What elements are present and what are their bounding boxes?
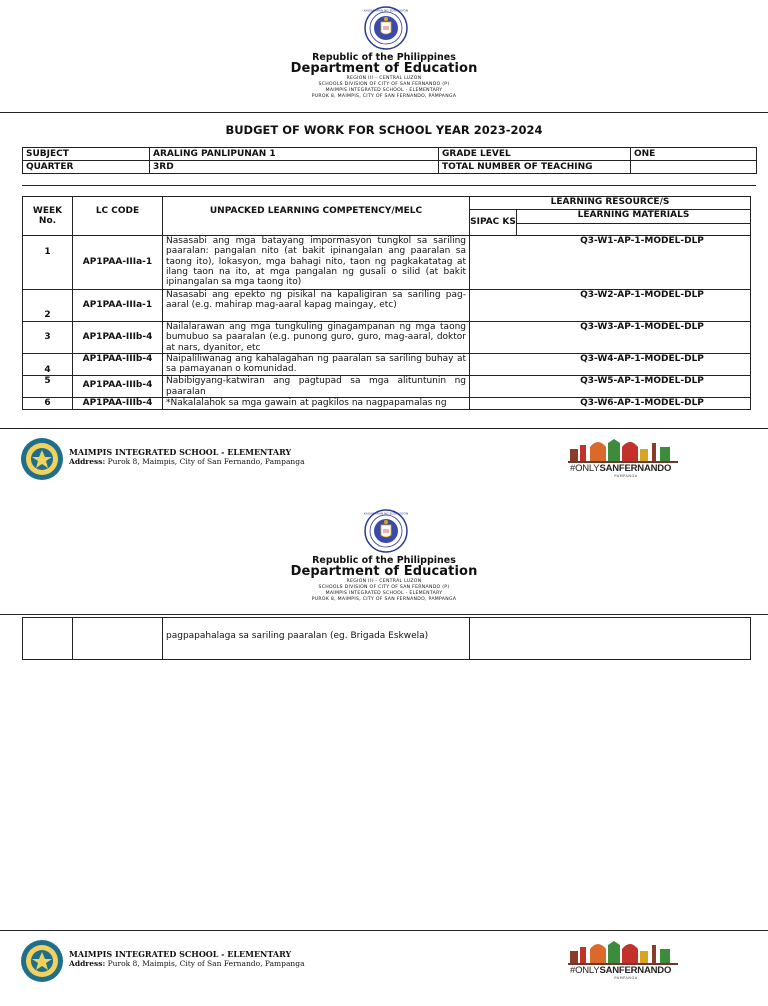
material-cell: Q3-W3-AP-1-MODEL-DLP: [470, 322, 751, 354]
school-line: MAIMPIS INTEGRATED SCHOOL - ELEMENTARY: [325, 591, 443, 596]
section-divider: [22, 185, 756, 186]
footer-divider: [0, 428, 768, 429]
competency-cell: Naipaliliwanag ang kahalagahan ng paaralan sa sariling buhay at sa pamayanan o komunidad.: [163, 354, 470, 376]
republic-line: Republic of the Philippines: [312, 555, 456, 566]
department-title: Department of Education: [290, 61, 478, 76]
division-line: SCHOOLS DIVISION OF CITY OF SAN FERNANDO (P): [318, 82, 450, 87]
republic-line: Republic of the Philippines: [312, 52, 456, 63]
table-row: [23, 354, 751, 376]
footer-divider: [0, 930, 768, 931]
header-competency: UNPACKED LEARNING COMPETENCY/MELC: [163, 197, 470, 236]
material-cell: Q3-W4-AP-1-MODEL-DLP: [470, 354, 751, 376]
header-sipacks: SIPAC KS: [470, 210, 517, 236]
lc-code-cell: AP1PAA-IIIb-4: [73, 376, 163, 398]
subject-label: SUBJECT: [23, 148, 150, 161]
division-line: SCHOOLS DIVISION OF CITY OF SAN FERNANDO (P): [318, 585, 450, 590]
material-cell: Q3-W1-AP-1-MODEL-DLP: [470, 236, 751, 290]
sanfernando-tagline: #ONLYSANFERNANDO: [570, 463, 672, 474]
lc-code-cell: AP1PAA-IIIb-4: [73, 354, 163, 376]
grade-value: ONE: [631, 148, 757, 161]
quarter-value: 3RD: [150, 161, 439, 174]
lc-code-cell: AP1PAA-IIIa-1: [73, 290, 163, 322]
sanfernando-subtitle: PAMPANGA: [614, 976, 638, 980]
deped-seal-icon: [364, 6, 408, 50]
material-cell: Q3-W6-AP-1-MODEL-DLP: [470, 398, 751, 410]
info-row: [23, 148, 757, 161]
competency-cell: pagpapahalaga sa sariling paaralan (eg. Brigada Eskwela): [163, 618, 470, 660]
page-title: BUDGET OF WORK FOR SCHOOL YEAR 2023-2024: [225, 123, 543, 137]
competency-cell: *Nakalalahok sa mga gawain at pagkilos na nagpapamalas ng: [163, 398, 470, 410]
material-cell: Q3-W2-AP-1-MODEL-DLP: [470, 290, 751, 322]
footer-address: Address: Purok 8, Maimpis, City of San Fernando, Pampanga: [69, 457, 305, 466]
department-title: Department of Education: [290, 564, 478, 579]
region-line: REGION III – CENTRAL LUZON: [346, 579, 422, 584]
header-divider: [0, 614, 768, 615]
material-cell: [470, 618, 751, 660]
lc-code-cell: AP1PAA-IIIa-1: [73, 236, 163, 290]
deped-seal-icon: [364, 509, 408, 553]
table-row: [23, 398, 751, 410]
subject-value: ARALING PANLIPUNAN 1: [150, 148, 439, 161]
week-cell: 2: [23, 290, 73, 322]
info-table: [22, 147, 757, 174]
footer-address: Address: Purok 8, Maimpis, City of San Fernando, Pampanga: [69, 959, 305, 968]
continuation-table: [22, 617, 751, 660]
week-cell: 6: [23, 398, 73, 410]
week-cell: 5: [23, 376, 73, 398]
lc-code-cell: AP1PAA-IIIb-4: [73, 398, 163, 410]
svg-text:KAGAWARAN NG EDUKASYON: KAGAWARAN NG EDUKASYON: [364, 8, 408, 13]
footer-school-name: MAIMPIS INTEGRATED SCHOOL - ELEMENTARY: [69, 949, 292, 959]
budget-of-work-table: [22, 196, 751, 410]
school-logo-icon: [20, 437, 64, 481]
header-divider: [0, 112, 768, 113]
grade-label: GRADE LEVEL: [439, 148, 631, 161]
table-row: [23, 376, 751, 398]
teaching-value: [631, 161, 757, 174]
page-footer: [0, 937, 768, 987]
info-row: [23, 161, 757, 174]
week-cell: 3: [23, 322, 73, 354]
region-line: REGION III – CENTRAL LUZON: [346, 76, 422, 81]
address-line: PUROK 8, MAIMPIS, CITY OF SAN FERNANDO, PAMPANGA: [311, 597, 457, 602]
table-row: [23, 236, 751, 290]
table-row: [23, 322, 751, 354]
week-cell: [23, 618, 73, 660]
competency-cell: Nasasabi ang epekto ng pisikal na kapaligiran sa sariling pag-aaral (e.g. mahirap mag-aaral kapag maingay, etc): [163, 290, 470, 322]
sanfernando-subtitle: PAMPANGA: [614, 474, 638, 478]
lc-code-cell: [73, 618, 163, 660]
table-row: [23, 290, 751, 322]
sanfernando-tagline: #ONLYSANFERNANDO: [570, 965, 672, 976]
school-logo-icon: [20, 939, 64, 983]
header-learning-materials: LEARNING MATERIALS: [517, 210, 751, 224]
competency-cell: Nabibigyang-katwiran ang pagtupad sa mga alituntunin ng paaralan: [163, 376, 470, 398]
page-footer: [0, 435, 768, 485]
week-cell: 1: [23, 236, 73, 290]
week-cell: 4: [23, 354, 73, 376]
header-spacer: [517, 224, 751, 236]
competency-cell: Nailalarawan ang mga tungkuling ginagampanan ng mga taong bumubuo sa paaralan (e.g. punong guro, guro, mag-aaral, doktor at nars, dyanitor, etc: [163, 322, 470, 354]
school-line: MAIMPIS INTEGRATED SCHOOL - ELEMENTARY: [325, 88, 443, 93]
lc-code-cell: AP1PAA-IIIb-4: [73, 322, 163, 354]
header-learning-resources: LEARNING RESOURCE/S: [470, 197, 751, 210]
table-row: [23, 618, 751, 660]
teaching-label: TOTAL NUMBER OF TEACHING: [439, 161, 631, 174]
footer-school-name: MAIMPIS INTEGRATED SCHOOL - ELEMENTARY: [69, 447, 292, 457]
quarter-label: QUARTER: [23, 161, 150, 174]
address-line: PUROK 8, MAIMPIS, CITY OF SAN FERNANDO, PAMPANGA: [311, 94, 457, 99]
svg-text:KAGAWARAN NG EDUKASYON: KAGAWARAN NG EDUKASYON: [364, 511, 408, 516]
header-week: WEEK No.: [23, 197, 73, 236]
competency-cell: Nasasabi ang mga batayang impormasyon tungkol sa sariling paaralan: pangalan nito (at bakit ipinangalan ang paaralan sa taong ito), lokasyon, mga bahagi nito, taon ng pagkakatatag at ilang taon na ito, at mga pangalan ng gusali o silid (at bakit ipinangalan sa mga taong ito): [163, 236, 470, 290]
header-lc-code: LC CODE: [73, 197, 163, 236]
material-cell: Q3-W5-AP-1-MODEL-DLP: [470, 376, 751, 398]
